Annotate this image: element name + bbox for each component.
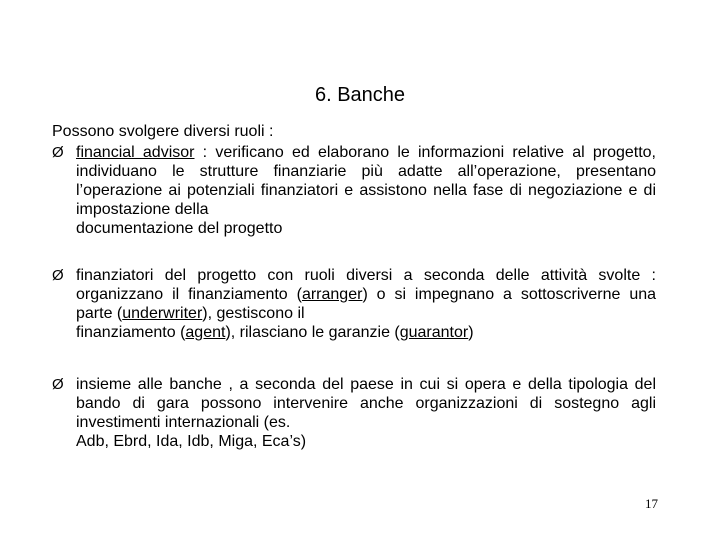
term-financial-advisor: financial advisor [76, 144, 195, 161]
bullet-text: finanziamento ( [76, 324, 186, 341]
bullet-text: : verificano ed elaborano le informazioni relative al progetto, individuano le strutture finanziarie più adatte all’operazione, presentano l’operazione ai potenziali finanziatori e assistono nella fase di negoziazione e di impostazione della [76, 144, 657, 218]
bullet-body [76, 143, 656, 238]
bullet-last-line: documentazione del progetto [76, 220, 283, 237]
term-underwriter: underwriter [122, 305, 203, 322]
bullet-text: ), gestiscono il [202, 305, 305, 322]
arrowhead-bullet-icon: Ø [52, 267, 64, 284]
page-number: 17 [645, 496, 658, 511]
bullet-financial-advisor [52, 143, 656, 238]
slide-title-text: 6. Banche [314, 84, 406, 106]
arrowhead-bullet-icon: Ø [52, 376, 64, 393]
slide-title [0, 82, 720, 108]
term-arranger: arranger [301, 286, 363, 303]
bullet-body [76, 375, 656, 451]
bullet-text: ), rilasciano le garanzie ( [225, 324, 400, 341]
term-guarantor: guarantor [399, 324, 469, 341]
term-agent: agent [185, 324, 226, 341]
intro-text: Possono svolgere diversi ruoli : [52, 123, 274, 140]
bullet-body [76, 266, 656, 342]
bullet-text: ) o si impegnano a sottoscriverne una parte ( [76, 286, 657, 322]
arrowhead-bullet-icon: Ø [52, 144, 64, 161]
bullet-text: ) [468, 324, 474, 341]
bullet-organizzazioni [52, 375, 656, 451]
bullet-finanziatori [52, 266, 656, 342]
bullet-text: insieme alle banche , a seconda del paese in cui si opera e della tipologia del bando di gara possono intervenire anche organizzazioni di sostegno agli investimenti internazionali (es. [76, 376, 656, 431]
bullet-last-line [76, 323, 656, 342]
bullet-last-line: Adb, Ebrd, Ida, Idb, Miga, Eca’s) [76, 433, 307, 450]
bullet-text: finanziatori del progetto con ruoli diversi a seconda delle attività svolte : organizzano il finanziamento ( [76, 267, 656, 303]
